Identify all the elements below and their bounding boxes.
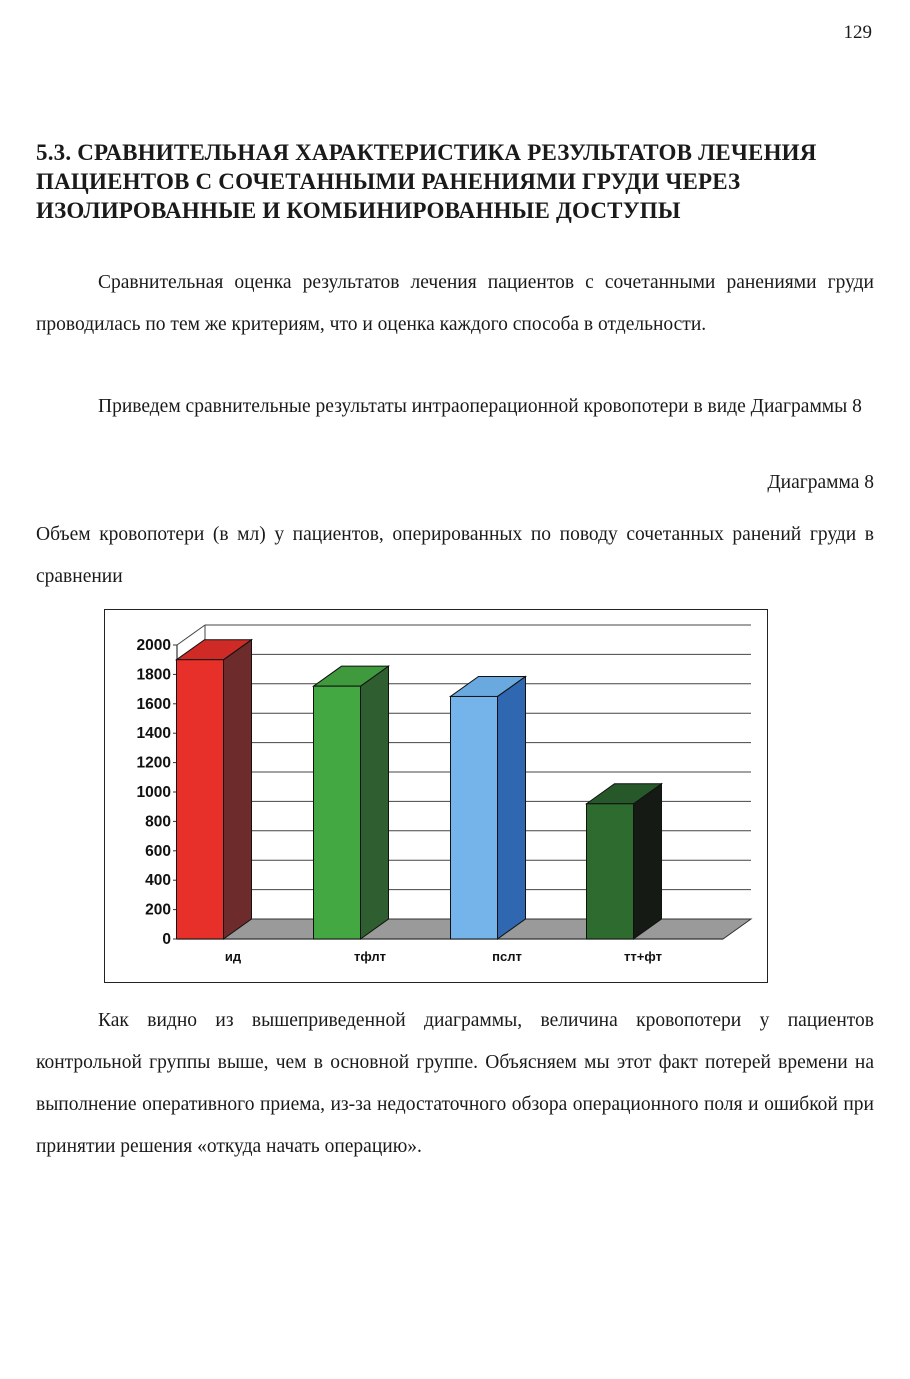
page-number: 129 [843,22,872,43]
bar-side [224,640,252,939]
bar-side [361,666,389,939]
paragraph-intro: Сравнительная оценка результатов лечения пациентов с сочетанными ранениями груди проводилась по тем же критериям, что и оценка каждого способа в отдельности. [36,272,874,335]
y-tick-label: 600 [145,842,171,860]
blood-loss-chart [104,609,768,983]
y-tick-label: 1000 [136,784,171,801]
y-tick-label: 0 [162,931,171,948]
y-tick-label: 1600 [136,695,171,713]
chart-svg [105,610,767,982]
bar-side [634,784,662,939]
y-tick-label: 1200 [136,754,171,772]
y-tick-label: 1400 [136,725,171,743]
diagram-label: Диаграмма 8 [767,472,874,493]
y-tick-label: 800 [145,813,171,831]
bar [177,660,224,939]
section-heading: 5.3. СРАВНИТЕЛЬНАЯ ХАРАКТЕРИСТИКА РЕЗУЛЬТАТОВ ЛЕЧЕНИЯ ПАЦИЕНТОВ С СОЧЕТАННЫМИ РАНЕНИЯМИ ГРУДИ ЧЕРЕЗ ИЗОЛИРОВАННЫЕ И КОМБИНИРОВАННЫЕ ДОСТУПЫ [36,140,817,223]
x-tick-label: ид [224,949,242,964]
x-tick-label: тт+фт [624,949,662,964]
paragraph-diagram-reference: Приведем сравнительные результаты интраоперационной кровопотери в виде Диаграммы 8 [98,396,862,417]
chart-caption: Объем кровопотери (в мл) у пациентов, оперированных по поводу сочетанных ранений груди в сравнении [36,524,874,587]
y-tick-label: 1800 [136,666,171,684]
x-tick-label: тфлт [353,949,387,964]
x-tick-label: пслт [492,949,522,964]
bar-side [498,676,526,939]
y-tick-label: 400 [145,872,171,890]
y-tick-label: 200 [145,901,171,919]
bar [451,696,498,939]
y-tick-label: 2000 [136,637,171,654]
bar [314,686,361,939]
paragraph-conclusion: Как видно из вышеприведенной диаграммы, величина кровопотери у пациентов контрольной группы выше, чем в основной группе. Объясняем мы этот факт потерей времени на выполнение оперативного приема, из-за недостаточного обзора операционного поля и ошибкой при принятии решения «откуда начать операцию». [36,1010,874,1157]
bar [587,804,634,939]
